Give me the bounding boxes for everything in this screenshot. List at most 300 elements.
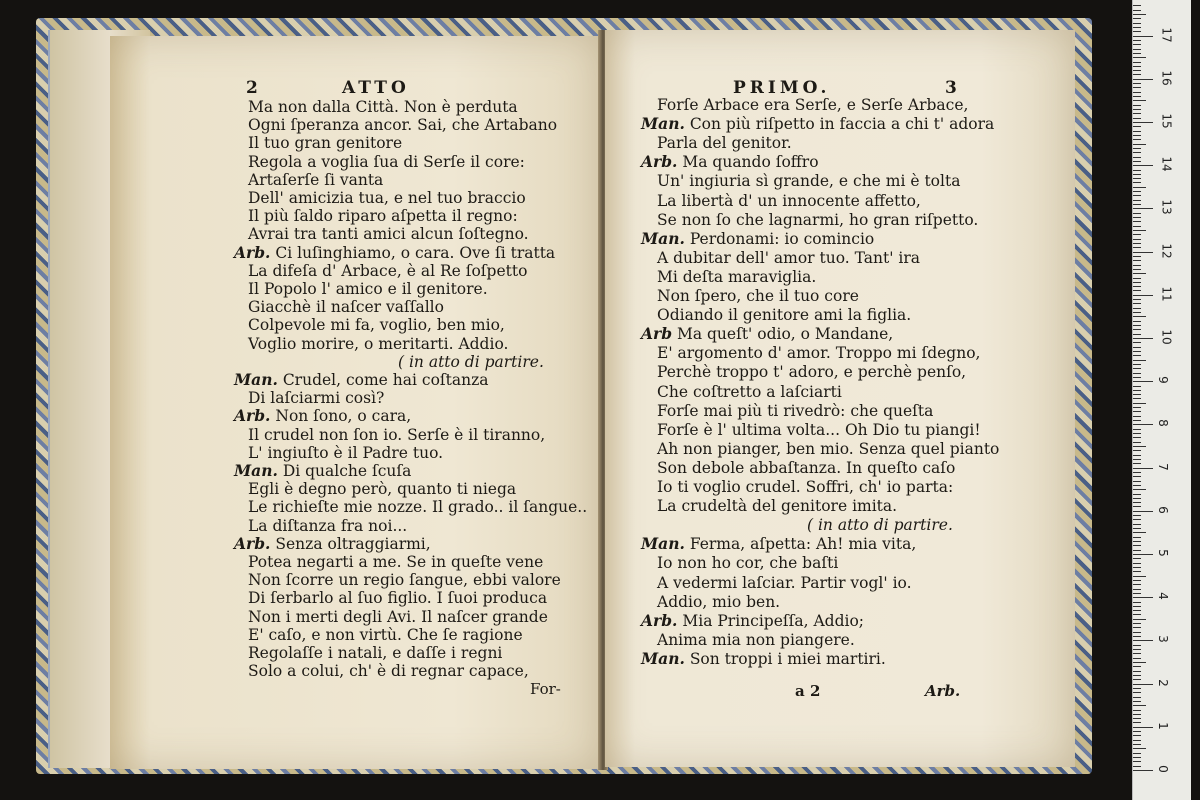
ruler-tick — [1133, 524, 1141, 525]
text-line — [248, 498, 587, 516]
text-line — [657, 593, 780, 611]
ruler-tick — [1133, 576, 1146, 577]
ruler-tick — [1133, 182, 1141, 183]
verse-text: Perchè troppo t' adoro, e perchè penſo, — [657, 363, 967, 382]
verse-text: Ma queſt' odio, o Mandane, — [676, 325, 894, 344]
text-line — [657, 192, 921, 210]
ruler-tick — [1133, 195, 1141, 196]
verse-text: Ma quando ſoffro — [682, 153, 819, 172]
ruler-tick — [1133, 10, 1141, 11]
ruler-tick — [1133, 355, 1141, 356]
text-line — [657, 344, 980, 362]
ruler-tick — [1133, 347, 1141, 348]
ruler-tick — [1133, 148, 1141, 149]
ruler-tick — [1133, 273, 1146, 274]
ruler-tick — [1133, 433, 1141, 434]
text-line — [657, 459, 955, 477]
verse-text: Son troppi i miei martiri. — [689, 649, 886, 668]
verse-text: Di qualche ſcuſa — [282, 462, 412, 480]
verse-text: Ci luſinghiamo, o cara. Ove ſi tratta — [275, 243, 556, 262]
ruler-tick — [1133, 697, 1141, 698]
ruler-tick — [1133, 113, 1141, 114]
text-line — [248, 571, 561, 589]
right-page-number: 3 — [945, 78, 961, 98]
text-line — [657, 268, 816, 286]
text-line — [248, 153, 525, 171]
ruler-tick — [1133, 122, 1153, 123]
ruler-tick — [1133, 411, 1141, 412]
ruler-tick — [1133, 381, 1153, 382]
text-line — [657, 554, 838, 572]
ruler-tick — [1133, 597, 1153, 598]
ruler-tick — [1133, 83, 1141, 84]
text-line — [641, 153, 819, 171]
ruler-tick — [1133, 53, 1141, 54]
verse-text: Artaſerſe ſi vanta — [248, 170, 384, 189]
ruler-tick — [1133, 735, 1141, 736]
ruler-tick — [1133, 627, 1141, 628]
ruler-tick — [1133, 213, 1141, 214]
ruler-tick — [1133, 636, 1141, 637]
text-line — [657, 631, 855, 649]
ruler-tick — [1133, 658, 1141, 659]
ruler-tick — [1133, 671, 1141, 672]
ruler-tick — [1133, 105, 1141, 106]
ruler-number: 12 — [1159, 242, 1174, 259]
ruler-tick — [1133, 753, 1141, 754]
ruler-tick — [1133, 325, 1141, 326]
ruler-tick — [1133, 424, 1153, 425]
text-line — [248, 389, 384, 407]
text-line — [657, 497, 897, 515]
text-line — [248, 225, 529, 243]
ruler-tick — [1133, 714, 1141, 715]
text-line — [657, 306, 911, 324]
ruler-tick — [1133, 40, 1141, 41]
ruler-tick — [1133, 459, 1141, 460]
ruler-tick — [1133, 23, 1141, 24]
ruler-tick — [1133, 437, 1141, 438]
verse-text: Ogni ſperanza ancor. Sai, che Artabano — [248, 116, 558, 135]
ruler-tick — [1133, 178, 1141, 179]
verse-text: Dell' amicizia tua, e nel tuo braccio — [248, 189, 526, 207]
ruler-tick — [1133, 152, 1141, 153]
text-line — [248, 189, 526, 207]
ruler-tick — [1133, 528, 1141, 529]
ruler-tick — [1133, 62, 1141, 63]
verse-text: Le richieſte mie nozze. Il grado.. il ſangue.. — [248, 498, 588, 517]
ruler-number: 11 — [1159, 286, 1174, 302]
verse-text: Di laſciarmi così? — [248, 389, 385, 408]
verse-text: Non i merti degli Avi. Il naſcer grande — [248, 607, 548, 626]
text-line — [657, 402, 933, 420]
ruler-tick — [1133, 429, 1141, 430]
ruler-number: 15 — [1159, 113, 1174, 129]
ruler-tick — [1133, 290, 1141, 291]
verse-text: Colpevole mi fa, voglio, ben mio, — [248, 316, 505, 335]
ruler-tick — [1133, 221, 1141, 222]
text-line — [807, 516, 953, 534]
ruler-tick — [1133, 511, 1153, 512]
ruler-tick — [1133, 506, 1141, 507]
verse-text: Ma non dalla Città. Non è perduta — [248, 98, 518, 116]
ruler-tick — [1133, 640, 1153, 641]
verse-text: Odiando il genitore ami la figlia. — [657, 306, 912, 325]
ruler-tick — [1133, 70, 1141, 71]
speaker-label: Man. — [234, 370, 278, 389]
ruler-tick — [1133, 463, 1141, 464]
ruler-tick — [1133, 394, 1141, 395]
ruler-tick — [1133, 66, 1141, 67]
speaker-label: Arb — [641, 324, 673, 344]
speaker-label: Arb. — [641, 152, 678, 172]
stage-direction: ( in atto di partire. — [807, 516, 953, 535]
ruler-tick — [1133, 282, 1141, 283]
ruler-tick — [1133, 87, 1141, 88]
speaker-label: Arb. — [234, 242, 271, 262]
left-catchword: For- — [530, 680, 561, 698]
text-line — [657, 383, 842, 401]
ruler-tick — [1133, 619, 1146, 620]
ruler-tick — [1133, 234, 1141, 235]
text-line — [641, 612, 864, 630]
ruler-tick — [1133, 174, 1141, 175]
ruler-number: 10 — [1159, 329, 1174, 345]
verse-text: Potea negarti a me. Se in queſte vene — [248, 553, 544, 571]
verse-text: Senza oltraggiarmi, — [275, 534, 431, 553]
speaker-label: Man. — [234, 461, 278, 480]
verse-text: La difeſa d' Arbace, è al Re ſoſpetto — [248, 261, 528, 280]
ruler-tick — [1133, 208, 1153, 209]
ruler-tick — [1133, 748, 1146, 749]
ruler-tick — [1133, 191, 1141, 192]
text-line — [234, 407, 411, 425]
text-line — [657, 421, 981, 439]
ruler-tick — [1133, 584, 1141, 585]
ruler-tick — [1133, 299, 1141, 300]
text-line — [248, 517, 407, 535]
ruler-tick — [1133, 252, 1153, 253]
ruler-number: 3 — [1155, 635, 1170, 644]
right-signature: a 2 — [795, 682, 821, 700]
ruler-tick — [1133, 761, 1141, 762]
ruler-tick — [1133, 550, 1141, 551]
speaker-label: Arb. — [234, 406, 271, 426]
ruler-tick — [1133, 684, 1153, 685]
text-line — [248, 662, 529, 680]
verse-text: Avrai tra tanti amici alcun ſoſtegno. — [248, 225, 529, 244]
ruler-tick — [1133, 442, 1141, 443]
ruler-tick — [1133, 256, 1141, 257]
verse-text: Solo a colui, ch' è di regnar capace, — [248, 662, 529, 681]
text-line — [641, 650, 886, 668]
ruler-tick — [1133, 14, 1146, 15]
ruler-tick — [1133, 79, 1153, 80]
text-line — [248, 553, 543, 571]
ruler-number: 6 — [1155, 505, 1170, 514]
ruler-tick — [1133, 593, 1141, 594]
ruler-tick — [1133, 161, 1141, 162]
ruler-tick — [1133, 722, 1141, 723]
ruler-tick — [1133, 718, 1141, 719]
ruler-tick — [1133, 390, 1141, 391]
ruler-tick — [1133, 118, 1141, 119]
ruler-tick — [1133, 740, 1141, 741]
ruler-tick — [1133, 230, 1146, 231]
verse-text: Mia Principeſſa, Addio; — [682, 611, 865, 630]
right-page — [605, 30, 1075, 767]
ruler-tick — [1133, 36, 1153, 37]
ruler-number: 7 — [1155, 462, 1170, 471]
verse-text: Perdonami: io comincio — [689, 229, 875, 248]
text-line — [657, 134, 792, 152]
ruler-tick — [1133, 321, 1141, 322]
ruler-tick — [1133, 126, 1141, 127]
ruler-tick — [1133, 679, 1141, 680]
verse-text: Forſe Arbace era Serſe, e Serſe Arbace, — [657, 96, 969, 114]
ruler-tick — [1133, 502, 1141, 503]
ruler-tick — [1133, 265, 1141, 266]
ruler-tick — [1133, 545, 1141, 546]
verse-text: Regola a voglia ſua di Serſe il core: — [248, 152, 525, 171]
verse-text: Crudel, come hai coſtanza — [282, 371, 489, 389]
ruler-tick — [1133, 653, 1141, 654]
ruler-tick — [1133, 200, 1141, 201]
ruler-tick — [1133, 342, 1141, 343]
verse-text: Il crudel non ſon io. Serſe è il tiranno, — [248, 425, 546, 444]
text-line — [641, 535, 916, 553]
verse-text: Forſe mai più ti rivedrò: che queſta — [657, 401, 934, 420]
verse-text: A dubitar dell' amor tuo. Tant' ira — [657, 248, 921, 267]
ruler-tick — [1133, 727, 1153, 728]
ruler-tick — [1133, 675, 1141, 676]
text-line — [248, 298, 444, 316]
ruler-tick — [1133, 364, 1141, 365]
ruler-tick — [1133, 420, 1141, 421]
verse-text: Che coſtretto a laſciarti — [657, 382, 842, 401]
ruler-tick — [1133, 368, 1141, 369]
left-page — [110, 36, 600, 769]
ruler-tick — [1133, 701, 1141, 702]
verse-text: La crudeltà del genitore imita. — [657, 497, 898, 516]
verse-text: Io non ho cor, che baſti — [657, 554, 839, 573]
text-line — [641, 325, 893, 343]
right-page-header: PRIMO. — [733, 78, 831, 98]
text-line — [248, 280, 488, 298]
ruler-number: 8 — [1155, 419, 1170, 428]
ruler-number: 4 — [1155, 592, 1170, 601]
ruler-tick — [1133, 766, 1141, 767]
verse-text: Io ti voglio crudel. Soffri, ch' io parta: — [657, 478, 954, 496]
ruler-tick — [1133, 446, 1146, 447]
ruler-tick — [1133, 416, 1141, 417]
text-line — [657, 478, 953, 496]
ruler-tick — [1133, 316, 1146, 317]
text-line — [641, 115, 994, 133]
text-line — [248, 589, 547, 607]
verse-text: Regolaſſe i natali, e daſſe i regni — [248, 644, 503, 662]
speaker-label: Man. — [641, 534, 685, 554]
verse-text: Giacchè il naſcer vaſſallo — [248, 298, 444, 317]
ruler-number: 1 — [1155, 721, 1170, 730]
ruler-tick — [1133, 571, 1141, 572]
ruler-tick — [1133, 489, 1146, 490]
ruler-tick — [1133, 468, 1153, 469]
left-page-number: 2 — [246, 78, 262, 98]
ruler-tick — [1133, 519, 1141, 520]
text-line — [234, 462, 411, 480]
ruler-tick — [1133, 286, 1141, 287]
text-line — [248, 444, 443, 462]
text-line — [657, 249, 920, 267]
text-line — [657, 172, 960, 190]
ruler-tick — [1133, 386, 1141, 387]
text-line — [248, 480, 516, 498]
ruler-tick — [1133, 494, 1141, 495]
ruler-tick — [1133, 610, 1141, 611]
ruler-tick — [1133, 5, 1141, 6]
ruler-tick — [1133, 334, 1141, 335]
text-line — [641, 230, 874, 248]
verse-text: Non ſcorre un regio ſangue, ebbi valore — [248, 571, 561, 590]
ruler-number: 5 — [1155, 549, 1170, 557]
text-line — [248, 316, 505, 334]
ruler-tick — [1133, 606, 1141, 607]
ruler-tick — [1133, 204, 1141, 205]
verse-text: Addio, mio ben. — [657, 592, 781, 611]
verse-text: Ah non pianger, ben mio. Senza quel pianto — [657, 439, 1000, 458]
ruler-tick — [1133, 31, 1141, 32]
ruler-tick — [1133, 537, 1141, 538]
ruler-tick — [1133, 239, 1141, 240]
ruler-tick — [1133, 563, 1141, 564]
verse-text: Non ſpero, che il tuo core — [657, 287, 859, 305]
ruler-number: 14 — [1159, 156, 1174, 172]
ruler-tick — [1133, 731, 1141, 732]
ruler-tick — [1133, 580, 1141, 581]
verse-text: Il tuo gran genitore — [248, 134, 403, 153]
ruler-tick — [1133, 157, 1141, 158]
ruler-tick — [1133, 49, 1141, 50]
ruler-tick — [1133, 403, 1146, 404]
ruler-tick — [1133, 96, 1141, 97]
verse-text: La diſtanza fra noi... — [248, 516, 408, 535]
ruler-tick — [1133, 247, 1141, 248]
text-line — [234, 244, 555, 262]
verse-text: A vedermi laſciar. Partir vogl' io. — [657, 573, 912, 592]
speaker-label: Arb. — [641, 610, 678, 630]
ruler-tick — [1133, 757, 1141, 758]
ruler-tick — [1133, 303, 1141, 304]
ruler-tick — [1133, 260, 1141, 261]
ruler-tick — [1133, 692, 1141, 693]
ruler-tick — [1133, 269, 1141, 270]
text-line — [657, 440, 999, 458]
ruler-tick — [1133, 541, 1141, 542]
ruler-tick — [1133, 360, 1146, 361]
text-line — [657, 363, 966, 381]
ruler-tick — [1133, 554, 1153, 555]
verse-text: Anima mia non piangere. — [657, 630, 855, 649]
ruler-tick — [1133, 139, 1141, 140]
ruler-tick — [1133, 312, 1141, 313]
right-catchword: Arb. — [925, 682, 961, 700]
verse-text: Un' ingiuria sì grande, e che mi è tolta — [657, 172, 961, 191]
text-line — [248, 116, 557, 134]
text-line — [234, 371, 489, 389]
ruler-tick — [1133, 744, 1141, 745]
text-line — [398, 353, 544, 371]
text-line — [248, 262, 527, 280]
ruler-tick — [1133, 770, 1153, 771]
stage-direction: ( in atto di partire. — [398, 352, 544, 371]
text-line — [657, 211, 978, 229]
speaker-label: Man. — [641, 114, 685, 134]
ruler-tick — [1133, 100, 1146, 101]
ruler-tick — [1133, 515, 1141, 516]
ruler-tick — [1133, 74, 1141, 75]
ruler-tick — [1133, 131, 1141, 132]
ruler-tick — [1133, 662, 1146, 663]
verse-text: Egli è degno però, quanto ti niega — [248, 480, 517, 499]
ruler-tick — [1133, 472, 1141, 473]
ruler-tick — [1133, 688, 1141, 689]
ruler-tick — [1133, 18, 1141, 19]
ruler-tick — [1133, 623, 1141, 624]
verse-text: Se non ſo che lagnarmi, ho gran riſpetto. — [657, 210, 979, 229]
verse-text: Forſe è l' ultima volta... Oh Dio tu piangi! — [657, 420, 981, 439]
ruler-tick — [1133, 589, 1141, 590]
verse-text: Mi deſta maraviglia. — [657, 267, 817, 286]
ruler-tick — [1133, 450, 1141, 451]
ruler-number: 16 — [1159, 70, 1174, 86]
ruler-tick — [1133, 92, 1141, 93]
ruler-tick — [1133, 243, 1141, 244]
verse-text: E' argomento d' amor. Troppo mi ſdegno, — [657, 344, 981, 363]
ruler-tick — [1133, 144, 1146, 145]
ruler-tick — [1133, 498, 1141, 499]
ruler-tick — [1133, 109, 1141, 110]
ruler-number: 2 — [1155, 678, 1170, 687]
ruler-tick — [1133, 710, 1141, 711]
ruler-tick — [1133, 602, 1141, 603]
ruler-number: 9 — [1155, 376, 1170, 385]
text-line — [248, 134, 402, 152]
ruler-tick — [1133, 295, 1153, 296]
ruler-number: 13 — [1159, 199, 1174, 216]
ruler-tick — [1133, 532, 1146, 533]
text-line — [657, 96, 968, 114]
ruler-tick — [1133, 329, 1141, 330]
ruler-tick — [1133, 632, 1141, 633]
verse-text: La libertà d' un innocente affetto, — [657, 191, 921, 210]
text-line — [248, 426, 545, 444]
ruler-tick — [1133, 308, 1141, 309]
text-line — [234, 535, 431, 553]
text-line — [248, 608, 548, 626]
ruler-tick — [1133, 373, 1141, 374]
ruler-tick — [1133, 135, 1141, 136]
ruler-tick — [1133, 187, 1146, 188]
ruler-tick — [1133, 455, 1141, 456]
text-line — [657, 287, 859, 305]
verse-text: Il Popolo l' amico e il genitore. — [248, 280, 488, 298]
ruler-tick — [1133, 407, 1141, 408]
text-line — [248, 626, 523, 644]
ruler-number: 17 — [1159, 26, 1174, 43]
text-line — [248, 98, 518, 116]
text-line — [248, 207, 518, 225]
